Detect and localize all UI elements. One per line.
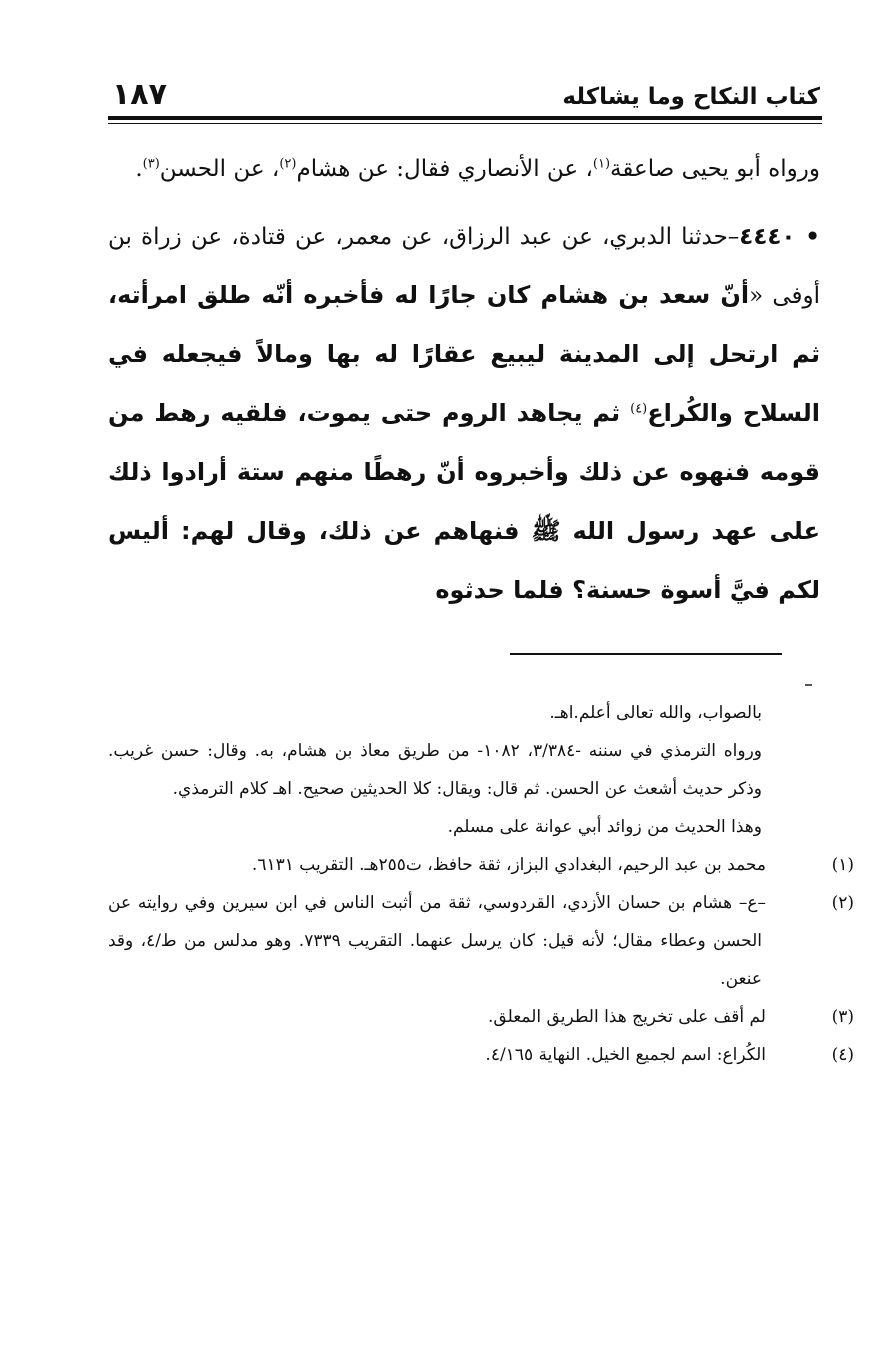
text-segment: ، عن الحسن <box>159 156 280 182</box>
footnote-text: الكُراع: اسم لجميع الخيل. النهاية ٤/١٦٥. <box>485 1045 766 1065</box>
footnote-3 <box>108 998 854 1036</box>
hadith-number: • ٤٤٤٠ <box>739 224 820 250</box>
header-rule-thin <box>108 123 822 124</box>
isnad-text: –حدثنا الدبري، عن عبد الرزاق، عن معمر، عن قتادة، عن زراة بن أوفى « <box>108 224 821 309</box>
footnote-ref-2: (٢) <box>279 156 297 172</box>
paragraph-hadith-4440 <box>108 208 820 620</box>
footnote-continuation: وهذا الحديث من زوائد أبي عوانة على مسلم. <box>447 817 762 837</box>
footnote-continuation: بالصواب، والله تعالى أعلم.اهـ. <box>549 703 762 723</box>
header-rule-thick <box>108 116 822 120</box>
footnote-2 <box>108 884 854 998</box>
footnote-ref-4: (٤) <box>630 401 648 417</box>
main-text <box>108 140 820 620</box>
text-segment: ، عن الأنصاري فقال: عن هشام <box>296 156 593 182</box>
matn-text: أنّ سعد بن هشام كان جارًا له فأخبره أنّه طلق امرأته، ثم ارتحل إلى المدينة ليبيع عقارًا له بها ومالاً فيجعله في السلاح والكُراع <box>108 281 821 427</box>
footnote-text: –ع– هشام بن حسان الأزدي، القردوسي، ثقة من أثبت الناس في ابن سيرين وفي روايته عن الحسن وعطاء مقال؛ لأنه قيل: كان يرسل عنهما. التقريب ٧٣٣٩. وهو مدلس من ط/٤، وقد عنعن. <box>108 893 766 989</box>
footnote-text: لم أقف على تخريج هذا الطريق المعلق. <box>488 1007 766 1027</box>
footnote-separator <box>510 653 782 655</box>
footnote-number: (١) <box>831 855 854 875</box>
footnote-1 <box>108 846 854 884</box>
footnote-number: (٣) <box>831 1007 854 1027</box>
page-header <box>112 72 820 112</box>
page-number: ١٨٧ <box>112 77 167 112</box>
text-segment: . <box>135 156 143 182</box>
matn-text-continued: ثم يجاهد الروم حتى يموت، فلقيه رهط من قومه فنهوه عن ذلك وأخبروه أنّ رهطًا منهم ستة أرادوا ذلك على عهد رسول الله ﷺ فنهاهم عن ذلك، وقال لهم: أليس لكم فيَّ أسوة حسنة؟ فلما حدثوه <box>108 399 820 604</box>
footnote-number: (٤) <box>831 1045 854 1065</box>
text-segment: ورواه أبو يحيى صاعقة <box>610 156 820 182</box>
footnote-number: (٢) <box>831 893 854 913</box>
running-title: كتاب النكاح وما يشاكله <box>562 84 820 110</box>
footnote-continuation: ورواه الترمذي في سننه -٣/٣٨٤، ١٠٨٢- من طريق معاذ بن هشام، به. وقال: حسن غريب. وذكر حديث أشعث عن الحسن. ثم قال: ويقال: كلا الحديثين صحيح. اهـ كلام الترمذي. <box>108 741 763 799</box>
footnote-4 <box>108 1036 854 1074</box>
paragraph-riwaya <box>108 140 820 198</box>
footnote-ref-3: (٣) <box>142 156 160 172</box>
footnotes <box>108 694 854 1074</box>
footnote-ref-1: (١) <box>592 156 611 172</box>
margin-dash <box>805 684 812 686</box>
footnote-text: محمد بن عبد الرحيم، البغدادي البزاز، ثقة حافظ، ت٢٥٥هـ. التقريب ٦١٣١. <box>251 855 766 875</box>
